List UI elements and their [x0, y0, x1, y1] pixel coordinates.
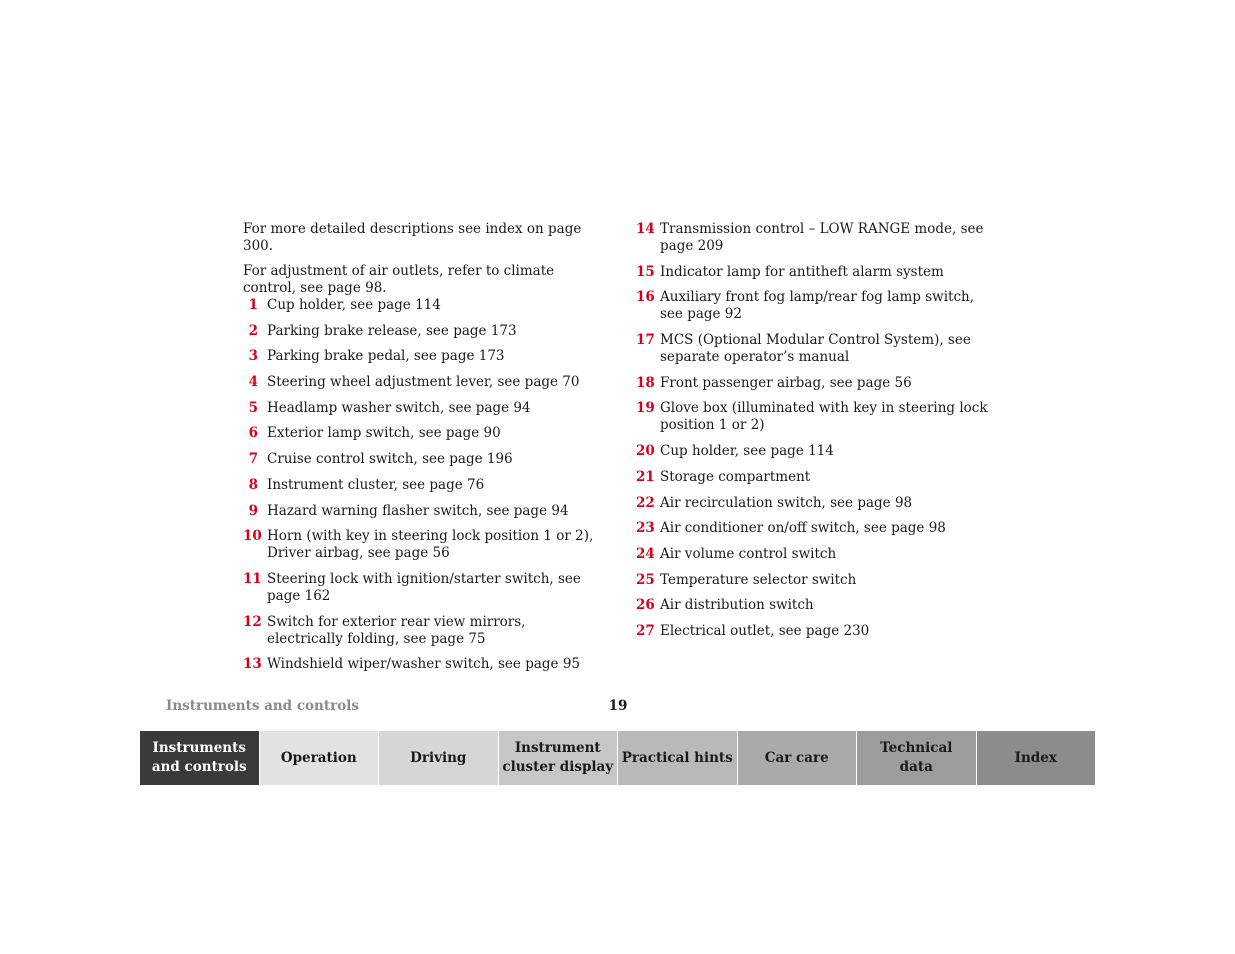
page-number: 19: [608, 698, 628, 714]
legend-item-text: Switch for exterior rear view mirrors, electrically folding, see page 75: [267, 613, 526, 647]
legend-item-number: 12: [243, 613, 262, 630]
legend-item-number: 17: [636, 332, 655, 349]
legend-item-number: 7: [248, 451, 258, 468]
tab-car-care[interactable]: Car care: [738, 731, 858, 785]
legend-item-text: Windshield wiper/washer switch, see page 95: [267, 656, 580, 673]
section-nav-bar: [140, 731, 1095, 785]
legend-list-left: [243, 297, 603, 682]
legend-item-number: 1: [248, 297, 258, 313]
legend-item-text: Hazard warning flasher switch, see page 94: [267, 502, 569, 519]
legend-item-text: Parking brake release, see page 173: [267, 322, 517, 339]
legend-item-text: Storage compartment: [660, 468, 811, 485]
legend-item: [243, 614, 603, 648]
legend-item-number: 10: [243, 528, 262, 545]
legend-item: [636, 597, 996, 614]
legend-item: [243, 297, 603, 314]
legend-item-text: Front passenger airbag, see page 56: [660, 374, 912, 391]
legend-item: [243, 400, 603, 417]
tab-practical-hints[interactable]: Practical hints: [618, 731, 738, 785]
legend-item: [636, 400, 996, 434]
legend-item: [636, 289, 996, 323]
legend-item: [636, 221, 996, 255]
legend-item-text: Transmission control – LOW RANGE mode, see page 209: [660, 221, 984, 254]
legend-item-text: Instrument cluster, see page 76: [267, 476, 485, 493]
legend-item-text: MCS (Optional Modular Control System), see separate operator’s manual: [660, 332, 971, 366]
legend-item-text: Air volume control switch: [660, 545, 837, 562]
legend-item-number: 3: [248, 348, 258, 365]
legend-item-number: 24: [636, 545, 655, 562]
legend-item-text: Headlamp washer switch, see page 94: [267, 399, 531, 416]
legend-item: [636, 520, 996, 537]
legend-item-number: 15: [636, 263, 655, 280]
legend-item-number: 14: [636, 221, 655, 237]
legend-item: [243, 528, 603, 562]
legend-item-number: 4: [248, 374, 258, 391]
section-title: Instruments and controls: [166, 698, 359, 714]
legend-item: [636, 443, 996, 460]
legend-item-number: 27: [636, 622, 655, 639]
legend-item: [243, 348, 603, 365]
legend-item-text: Air conditioner on/off switch, see page 98: [660, 520, 946, 537]
legend-item-text: Exterior lamp switch, see page 90: [267, 425, 501, 442]
intro-text: [243, 221, 603, 305]
tab-driving[interactable]: Driving: [379, 731, 499, 785]
legend-item-text: Auxiliary front fog lamp/rear fog lamp switch, see page 92: [660, 289, 975, 323]
legend-item-text: Steering lock with ignition/starter switch, see page 162: [267, 570, 581, 604]
legend-item-number: 18: [636, 374, 655, 391]
legend-item-number: 2: [248, 322, 258, 339]
legend-item-text: Horn (with key in steering lock position 1 or 2), Driver airbag, see page 56: [267, 528, 594, 562]
legend-item-number: 20: [636, 443, 655, 460]
legend-item: [243, 571, 603, 605]
legend-item-text: Air distribution switch: [660, 597, 814, 614]
legend-item-number: 21: [636, 468, 655, 485]
tab-technical-data[interactable]: Technical data: [857, 731, 977, 785]
legend-item: [636, 332, 996, 366]
legend-item: [636, 469, 996, 486]
legend-item-number: 8: [248, 476, 258, 493]
legend-item: [243, 656, 603, 673]
legend-item: [636, 495, 996, 512]
legend-item-text: Cup holder, see page 114: [660, 443, 834, 460]
legend-item-text: Temperature selector switch: [660, 571, 857, 588]
tab-instrument-cluster-display[interactable]: Instrument cluster display: [499, 731, 619, 785]
intro-index-reference: For more detailed descriptions see index on page 300.: [243, 221, 582, 254]
legend-item-number: 26: [636, 597, 655, 614]
legend-item-number: 5: [248, 399, 258, 416]
legend-list-right: [636, 221, 996, 649]
legend-item-text: Indicator lamp for antitheft alarm system: [660, 263, 944, 280]
legend-item-number: 9: [248, 502, 258, 519]
legend-item-number: 13: [243, 656, 262, 673]
legend-item-number: 23: [636, 520, 655, 537]
legend-item-number: 25: [636, 571, 655, 588]
legend-item: [243, 374, 603, 391]
legend-item: [636, 623, 996, 640]
legend-item: [243, 425, 603, 442]
legend-item: [243, 451, 603, 468]
legend-item: [636, 264, 996, 281]
legend-item-text: Cruise control switch, see page 196: [267, 451, 513, 468]
tab-operation[interactable]: Operation: [260, 731, 380, 785]
tab-instruments-and-controls[interactable]: Instruments and controls: [140, 731, 260, 785]
legend-item-text: Steering wheel adjustment lever, see page 70: [267, 374, 580, 391]
legend-item-text: Glove box (illuminated with key in steering lock position 1 or 2): [660, 400, 988, 434]
legend-item-text: Electrical outlet, see page 230: [660, 622, 870, 639]
legend-item-number: 6: [248, 425, 258, 442]
legend-item-number: 11: [243, 570, 262, 587]
legend-item-number: 19: [636, 400, 655, 417]
legend-item-number: 22: [636, 494, 655, 511]
legend-item: [636, 572, 996, 589]
legend-item-text: Air recirculation switch, see page 98: [660, 494, 913, 511]
tab-index[interactable]: Index: [977, 731, 1096, 785]
legend-item: [636, 375, 996, 392]
legend-item-text: Cup holder, see page 114: [267, 297, 441, 313]
intro-air-outlets-reference: For adjustment of air outlets, refer to climate control, see page 98.: [243, 263, 555, 296]
legend-item-text: Parking brake pedal, see page 173: [267, 348, 505, 365]
legend-item: [243, 477, 603, 494]
legend-item-number: 16: [636, 289, 655, 306]
legend-item: [636, 546, 996, 563]
legend-item: [243, 323, 603, 340]
legend-item: [243, 503, 603, 520]
